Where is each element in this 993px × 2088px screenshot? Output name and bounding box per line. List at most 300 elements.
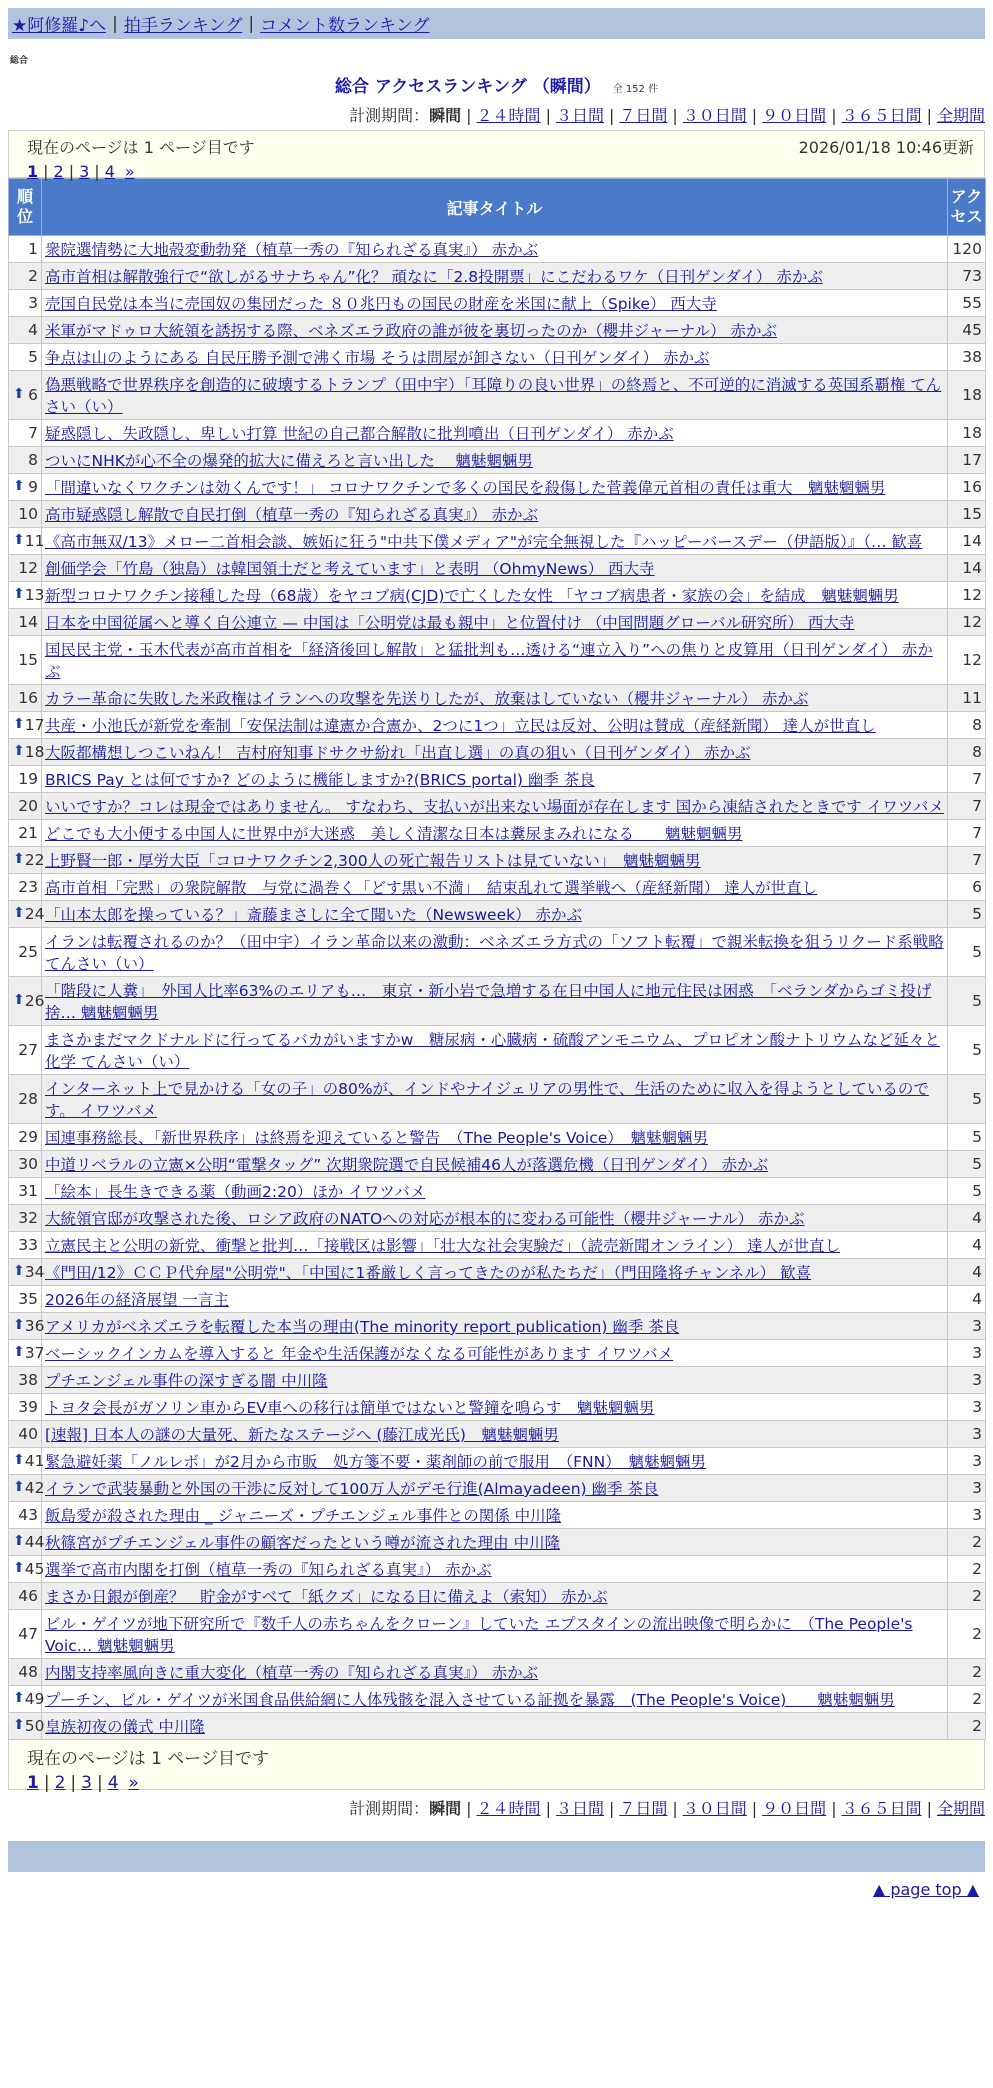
footer-bar [8,1841,985,1872]
article-title-link[interactable]: アメリカがベネズエラを転覆した本当の理由(The minority report publication) 幽季 茶良 [45,1318,680,1336]
article-title-link[interactable]: 売国自民党は本当に売国奴の集団だった ８０兆円もの国民の財産を米国に献上（Spike） 西大寺 [45,295,717,313]
article-title-link[interactable]: まさか日銀が倒産？ 貯金がすべて「紙クズ」になる日に備えよ（索知） 赤かぶ [45,1588,608,1606]
article-title-link[interactable]: 争点は山のようにある 自民圧勝予測で沸く市場 そうは問屋が卸さない（日刊ゲンダイ） 赤かぶ [45,349,710,367]
table-row [9,766,986,793]
title-cell [42,874,948,901]
rank-cell [9,1367,42,1394]
access-count: 2 [948,1659,986,1686]
rank-cell [9,1205,42,1232]
article-title-link[interactable]: ついにNHKが心不全の爆発的拡大に備えろと言い出した 魑魅魍魎男 [45,452,533,470]
page-link-2[interactable]: 2 [54,1773,66,1793]
rank-number: 30 [18,1155,38,1173]
rank-up-arrow-icon: ⬆ [13,1317,25,1333]
article-title-link[interactable]: 大統領官邸が攻撃された後、ロシア政府のNATOへの対応が根本的に変わる可能性（櫻井ジャーナル） 赤かぶ [45,1210,805,1228]
rank-number: 38 [18,1371,38,1389]
article-title-link[interactable]: ビル・ゲイツが地下研究所で『数千人の赤ちゃんをクローン』していた エプスタインの流出映像で明らかに （The People's Voic… 魑魅魍魎男 [45,1615,913,1655]
rank-number: 13 [24,586,45,604]
article-title-link[interactable]: 2026年の経済展望 一言主 [45,1291,229,1309]
table-row [9,901,986,928]
title-cell [42,1232,948,1259]
page-link-2[interactable]: 2 [53,162,64,181]
article-title-link[interactable]: 秋篠宮がプチエンジェル事件の顧客だったという噂が流された理由 中川隆 [45,1534,561,1552]
article-title-link[interactable]: 国民民主党・玉木代表が高市首相を「経済後回し解散」と猛批判も…透ける“連立入り”への焦りと皮算用（日刊ゲンダイ） 赤かぶ [45,641,933,681]
next-page-link[interactable]: » [128,1773,139,1793]
title-cell [42,1075,948,1124]
access-count: 5 [948,1178,986,1205]
rank-number: 28 [18,1090,38,1108]
access-count: 14 [948,528,986,555]
access-count: 5 [948,977,986,1026]
article-title-link[interactable]: トヨタ会長がガソリン車からEV車への移行は簡単ではないと警鐘を鳴らす 魑魅魍魎男 [45,1399,655,1417]
page-link-3[interactable]: 3 [79,162,90,181]
article-title-link[interactable]: 内閣支持率風向きに重大変化（植草一秀の『知られざる真実』） 赤かぶ [45,1664,539,1682]
rank-cell [9,290,42,317]
rank-number: 43 [18,1506,38,1524]
rank-cell [9,1686,45,1713]
article-title-link[interactable]: プチエンジェル事件の深すぎる闇 中川隆 [45,1372,328,1390]
period-option-link[interactable]: ３０日間 [682,1799,747,1818]
period-option-link[interactable]: ９０日間 [762,106,827,125]
article-title-link[interactable]: インターネット上で見かける「女の子」の80%が、インドやナイジェリアの男性で、生活のために収入を得ようとしているのです。 イワツバメ [45,1080,929,1120]
article-title-link[interactable]: 《高市無双/13》メロー二首相会談、嫉妬に狂う"中共下僕メディア"が完全無視した『ハッピーバースデー（伊語版）』（… 歓喜 [45,533,923,551]
table-row [9,1448,986,1475]
article-title-link[interactable]: 皇族初夜の儀式 中川隆 [45,1718,205,1736]
rank-number: 10 [18,505,38,523]
title-cell [42,820,948,847]
table-row [9,1075,986,1124]
article-title-link[interactable]: 立憲民主と公明の新党、衝撃と批判…「接戦区は影響」「壮大な社会実験だ」（読売新聞オンライン） 達人が世直し [45,1237,840,1255]
period-separator: | [926,106,932,125]
article-title-link[interactable]: 米軍がマドゥロ大統領を誘拐する際、ベネズエラ政府の誰が彼を裏切ったのか（櫻井ジャーナル） 赤かぶ [45,322,777,340]
article-title-link[interactable]: 偽悪戦略で世界秩序を創造的に破壊するトランプ（田中宇）「耳障りの良い世界」の終焉と、不可逆的に消滅する英国系覇権 てんさい（い） [45,376,942,416]
rank-cell [9,766,42,793]
page-link-3[interactable]: 3 [81,1773,92,1793]
rank-cell [9,1340,45,1367]
access-count: 2 [948,1556,986,1583]
rank-number: 15 [18,651,38,669]
page-link-4[interactable]: 4 [107,1773,119,1793]
table-row [9,820,986,847]
rank-number: 39 [18,1398,38,1416]
access-count: 5 [948,1075,986,1124]
rank-cell [9,236,42,263]
rank-cell [9,1151,42,1178]
top-nav-bar [8,8,985,39]
access-count: 45 [948,317,986,344]
rank-cell [9,1713,45,1740]
table-row [9,1475,986,1502]
rank-number: 6 [28,386,38,404]
table-row [9,1421,986,1448]
rank-up-arrow-icon: ⬆ [13,992,25,1008]
page-separator: | [43,162,49,181]
access-count: 2 [948,1529,986,1556]
rank-number: 36 [24,1317,45,1335]
rank-up-arrow-icon: ⬆ [13,851,25,867]
title-cell [42,793,948,820]
period-option-link[interactable]: ３日間 [555,106,604,125]
updated-timestamp: 2026/01/18 10:46更新 [798,138,974,157]
home-link[interactable]: ★阿修羅♪へ [12,16,107,36]
article-title-link[interactable]: 国連事務総長、「新世界秩序」は終焉を迎えていると警告 （The People's Voice） 魑魅魍魎男 [45,1129,709,1147]
rank-number: 8 [28,451,38,469]
article-title-link[interactable]: 「階段に人糞」 外国人比率63%のエリアも… 東京・新小岩で急増する在日中国人に地元住民は困惑 「ベランダからゴミ投げ捨… 魑魅魍魎男 [45,982,932,1022]
period-current: 瞬間 [429,1799,462,1818]
title-cell [42,847,948,874]
period-option-link[interactable]: ７日間 [619,1799,668,1818]
article-title-link[interactable]: ベーシックインカムを導入すると 年金や生活保護がなくなる可能性があります イワツバメ [45,1345,674,1363]
title-cell [42,263,948,290]
article-title-link[interactable]: 上野賢一郎・厚労大臣「コロナワクチン2,300人の死亡報告リストは見ていない」 魑魅魍魎男 [45,852,701,870]
next-page-link[interactable]: » [124,162,135,181]
rank-cell [9,1421,42,1448]
rank-cell [9,1259,45,1286]
rank-number: 7 [28,424,38,442]
rank-up-arrow-icon: ⬆ [13,1452,25,1468]
rank-cell [9,1502,42,1529]
table-row [9,712,986,739]
article-title-link[interactable]: 高市首相「完黙」の衆院解散 与党に渦巻く「どす黒い不満」 結束乱れて選挙戦へ（産経新聞） 達人が世直し [45,879,818,897]
article-title-link[interactable]: 《門田/12》ＣＣＰ代弁屋"公明党"、「中国に1番厳しく言ってきたのが私たちだ」（門田隆将チャンネル） 歓喜 [45,1264,812,1282]
page-link-1[interactable]: 1 [27,162,39,181]
rank-number: 42 [24,1479,45,1497]
total-count: 全 152 件 [612,84,659,95]
access-count: 12 [948,609,986,636]
period-option-link[interactable]: ９０日間 [762,1799,827,1818]
page-link-1[interactable]: 1 [27,1773,39,1793]
table-row [9,290,986,317]
rank-cell [9,1026,42,1075]
rank-cell [9,447,42,474]
access-count: 7 [948,820,986,847]
period-separator: | [608,106,615,125]
article-title-link[interactable]: 選挙で高市内閣を打倒（植草一秀の『知られざる真実』） 赤かぶ [45,1561,492,1579]
period-separator: | [545,106,551,125]
article-title-link[interactable]: イランは転覆されるのか？（田中宇）イラン革命以来の激動：ベネズエラ方式の「ソフト転覆」で親米転換を狙うリクード系戦略 てんさい（い） [45,933,944,973]
access-count: 18 [948,420,986,447]
rank-cell [9,685,42,712]
rank-number: 31 [18,1182,38,1200]
rank-cell [9,712,45,739]
title-header: 記事タイトル [42,179,948,236]
rank-number: 1 [28,240,38,258]
title-cell [42,1583,948,1610]
rank-number: 34 [24,1263,45,1281]
table-row [9,236,986,263]
title-cell [42,609,948,636]
rank-number: 21 [18,824,38,842]
title-cell [42,1313,948,1340]
rank-cell [9,1124,42,1151]
article-title-link[interactable]: 高市疑惑隠し解散で自民打倒（植草一秀の『知られざる真実』） 赤かぶ [45,506,539,524]
rank-cell [9,928,42,977]
rank-number: 32 [18,1209,38,1227]
table-row [9,1232,986,1259]
rank-number: 26 [24,992,45,1010]
page-top-link[interactable]: ▲ page top ▲ [872,1880,979,1899]
access-count: 5 [948,928,986,977]
access-count: 5 [948,1026,986,1075]
period-option-link[interactable]: ２４時間 [476,106,541,125]
access-count: 3 [948,1313,986,1340]
table-row [9,1713,986,1740]
rank-cell [9,317,42,344]
title-cell [42,290,948,317]
rank-cell [9,1075,42,1124]
access-count: 15 [948,501,986,528]
access-count: 8 [948,712,986,739]
rank-cell [9,1475,45,1502]
title-cell [42,766,948,793]
table-row [9,1205,986,1232]
access-count: 3 [948,1367,986,1394]
rank-number: 17 [24,716,45,734]
title-cell [42,420,948,447]
access-header: アクセス [948,179,986,236]
rank-up-arrow-icon: ⬆ [13,1479,25,1495]
title-cell [42,582,948,609]
access-count: 2 [948,1583,986,1610]
period-selector-top [0,103,985,126]
period-selector-bottom [0,1796,985,1819]
article-title-link[interactable]: 飯島愛が殺された理由 _ ジャニーズ・プチエンジェル事件との関係 中川隆 [45,1507,562,1525]
rank-number: 25 [18,943,38,961]
rank-cell [9,555,42,582]
article-title-link[interactable]: イランで武装暴動と外国の干渉に反対して100万人がデモ行進(Almayadeen) 幽季 茶良 [45,1480,659,1498]
title-cell [42,447,948,474]
access-count: 3 [948,1421,986,1448]
rank-number: 45 [24,1560,45,1578]
table-row [9,501,986,528]
table-row [9,371,986,420]
rank-number: 24 [24,905,45,923]
rank-number: 35 [18,1290,38,1308]
pagination-bottom [27,1773,974,1793]
period-option-link[interactable]: ３６５日間 [841,1799,922,1818]
rank-cell [9,501,42,528]
table-row [9,1583,986,1610]
rank-number: 14 [18,613,38,631]
table-row [9,1502,986,1529]
table-header-row [9,179,986,236]
rank-cell [9,582,45,609]
rank-up-arrow-icon: ⬆ [13,905,25,921]
table-row [9,447,986,474]
article-title-link[interactable]: 大阪都構想しつこいねん！ 吉村府知事ドサクサ紛れ「出直し選」の真の狙い（日刊ゲンダイ） 赤かぶ [45,744,751,762]
table-row [9,793,986,820]
nav-separator: | [248,13,255,34]
article-title-link[interactable]: 創価学会「竹島（独島）は韓国領土だと考えています」と表明 （OhmyNews） 西大寺 [45,560,655,578]
article-title-link[interactable]: 共産・小池氏が新党を牽制「安保法制は違憲か合憲か、2つに1つ」立民は反対、公明は賛成（産経新聞） 達人が世直し [45,717,876,735]
access-count: 3 [948,1502,986,1529]
article-title-link[interactable]: どこでも大小便する中国人に世界中が大迷惑 美しく清潔な日本は糞尿まみれになる 魑魅魍魎男 [45,825,743,843]
rank-cell [9,371,42,420]
title-cell [42,1502,948,1529]
article-title-link[interactable]: いいですか？コレは現金ではありません。 すなわち、支払いが出来ない場面が存在します 国から凍結されたときです イワツバメ [45,798,944,816]
period-option-link[interactable]: ７日間 [619,106,668,125]
rank-number: 20 [18,797,38,815]
article-title-link[interactable]: まさかまだマクドナルドに行ってるバカがいますかw 糖尿病・心臓病・硫酸アンモニウム、プロピオン酸ナトリウムなど延々と化学 てんさい（い） [45,1031,940,1071]
table-row [9,1686,986,1713]
table-row [9,1529,986,1556]
access-count: 17 [948,447,986,474]
table-row [9,1659,986,1686]
access-count: 12 [948,636,986,685]
rank-number: 23 [18,878,38,896]
title-cell [42,1124,948,1151]
period-option-link[interactable]: ３日間 [555,1799,604,1818]
rank-number: 12 [18,559,38,577]
rank-cell [9,1556,45,1583]
article-title-link[interactable]: プーチン、ビル・ゲイツが米国食品供給網に人体残骸を混入させている証拠を暴露 (The People's Voice) 魑魅魍魎男 [45,1691,895,1709]
rank-cell [9,636,42,685]
rank-number: 5 [28,348,38,366]
table-row [9,1259,986,1286]
period-option-link[interactable]: ３６５日間 [841,106,922,125]
rank-cell [9,1610,42,1659]
period-option-link[interactable]: ２４時間 [476,1799,541,1818]
access-count: 6 [948,874,986,901]
title-cell [42,1686,948,1713]
title-cell [42,1259,948,1286]
period-separator: | [466,106,472,125]
access-count: 7 [948,793,986,820]
access-count: 3 [948,1475,986,1502]
access-count: 18 [948,371,986,420]
period-option-link[interactable]: 全期間 [936,106,985,125]
article-title-link[interactable]: 「間違いなくワクチンは効くんです！」 コロナワクチンで多くの国民を殺傷した菅義偉元首相の責任は重大 魑魅魍魎男 [45,479,886,497]
applause-ranking-link[interactable]: 拍手ランキング [123,16,243,36]
title-cell [42,1178,948,1205]
title-cell [42,1475,948,1502]
rank-cell [9,820,42,847]
rank-up-arrow-icon: ⬆ [13,716,25,732]
table-row [9,1610,986,1659]
rank-up-arrow-icon: ⬆ [13,478,25,494]
table-row [9,555,986,582]
rank-up-arrow-icon: ⬆ [13,386,25,402]
access-count: 120 [948,236,986,263]
title-cell [42,901,948,928]
access-count: 4 [948,1205,986,1232]
period-separator: | [608,1799,615,1818]
rank-cell [9,1529,45,1556]
access-count: 4 [948,1259,986,1286]
article-title-link[interactable]: 緊急避妊薬「ノルレボ」が2月から市販 処方箋不要・薬剤師の前で服用 （FNN） 魑魅魍魎男 [45,1453,706,1471]
article-title-link[interactable]: 中道リベラルの立憲×公明“電撃タッグ” 次期衆院選で自民候補46人が落選危機（日刊ゲンダイ） 赤かぶ [45,1156,769,1174]
period-separator: | [672,1799,678,1818]
article-title-link[interactable]: BRICS Pay とは何ですか? どのように機能しますか?(BRICS portal) 幽季 茶良 [45,771,595,789]
rank-cell [9,1232,42,1259]
period-option-link[interactable]: ３０日間 [682,106,747,125]
access-count: 73 [948,263,986,290]
title-cell [42,1286,948,1313]
rank-up-arrow-icon: ⬆ [13,1560,25,1576]
rank-up-arrow-icon: ⬆ [13,743,25,759]
title-cell [42,1205,948,1232]
title-cell [42,1026,948,1075]
rank-number: 9 [28,478,38,496]
rank-header: 順位 [9,179,42,236]
article-title-link[interactable]: 「絵本」長生きできる薬（動画2:20）ほか イワツバメ [45,1183,426,1201]
access-count: 3 [948,1340,986,1367]
rank-up-arrow-icon: ⬆ [13,1263,25,1279]
title-cell [42,636,948,685]
article-title-link[interactable]: 日本を中国従属へと導く自公連立 — 中国は「公明党は最も親中」と位置付け （中国問題グローバル研究所） 西大寺 [45,614,855,632]
title-cell [42,1421,948,1448]
pagination-top [27,162,974,181]
period-current: 瞬間 [429,106,462,125]
rank-number: 18 [24,743,45,761]
title-cell [42,977,948,1026]
table-row [9,1151,986,1178]
rank-cell [9,977,45,1026]
period-separator: | [751,106,758,125]
rank-cell [9,420,42,447]
table-row [9,874,986,901]
rank-number: 2 [28,267,38,285]
rank-number: 16 [18,689,38,707]
rank-cell [9,344,42,371]
rank-number: 3 [28,294,38,312]
rank-number: 22 [24,851,45,869]
rank-number: 44 [24,1533,45,1551]
title-cell [42,474,948,501]
title-cell [42,371,948,420]
article-title-link[interactable]: [速報] 日本人の謎の大量死、新たなステージへ (藤江成光氏) 魑魅魍魎男 [45,1426,559,1444]
access-count: 16 [948,474,986,501]
article-title-link[interactable]: 新型コロナワクチン接種した母（68歳）をヤコブ病(CJD)で亡くした女性 「ヤコブ病患者・家族の会」を結成 魑魅魍魎男 [45,587,899,605]
period-separator: | [831,1799,837,1818]
comment-ranking-link[interactable]: コメント数ランキング [260,16,430,36]
rank-up-arrow-icon: ⬆ [13,1533,25,1549]
rank-up-arrow-icon: ⬆ [13,1344,25,1360]
rank-cell [9,1286,42,1313]
page-separator: | [68,162,75,181]
table-row [9,582,986,609]
table-row [9,1556,986,1583]
article-title-link[interactable]: 衆院選情勢に大地殻変動勃発（植草一秀の『知られざる真実』） 赤かぶ [45,241,539,259]
article-title-link[interactable]: 高市首相は解散強行で“欲しがるサナちゃん”化？ 頑なに「2.8投開票」にこだわるワケ（日刊ゲンダイ） 赤かぶ [45,268,823,286]
current-page-text-bottom: 現在のページは 1 ページ目です [27,1749,269,1769]
table-row [9,1026,986,1075]
ranking-table [8,178,986,1740]
table-row [9,739,986,766]
access-count: 5 [948,1151,986,1178]
rank-up-arrow-icon: ⬆ [13,532,25,548]
title-cell [42,344,948,371]
rank-number: 33 [18,1236,38,1254]
rank-cell [9,474,42,501]
rank-number: 27 [18,1041,38,1059]
article-title-link[interactable]: カラー革命に失敗した米政権はイランへの攻撃を先送りしたが、放棄はしていない（櫻井ジャーナル） 赤かぶ [45,690,809,708]
access-count: 4 [948,1232,986,1259]
article-title-link[interactable]: 「山本太郎を操っている？」斎藤まさしに全て聞いた（Newsweek） 赤かぶ [45,906,583,924]
access-count: 12 [948,582,986,609]
page-link-4[interactable]: 4 [104,162,115,181]
access-count: 2 [948,1686,986,1713]
period-separator: | [831,106,837,125]
table-row [9,263,986,290]
period-option-link[interactable]: 全期間 [936,1799,985,1818]
page-separator: | [94,162,100,181]
rank-up-arrow-icon: ⬆ [13,1690,25,1706]
article-title-link[interactable]: 疑惑隠し、失政隠し、卑しい打算 世紀の自己都合解散に批判噴出（日刊ゲンダイ） 赤かぶ [45,425,674,443]
nav-separator: | [112,13,118,34]
table-row [9,1340,986,1367]
page-info-bottom [8,1740,985,1793]
rank-number: 49 [24,1690,45,1708]
